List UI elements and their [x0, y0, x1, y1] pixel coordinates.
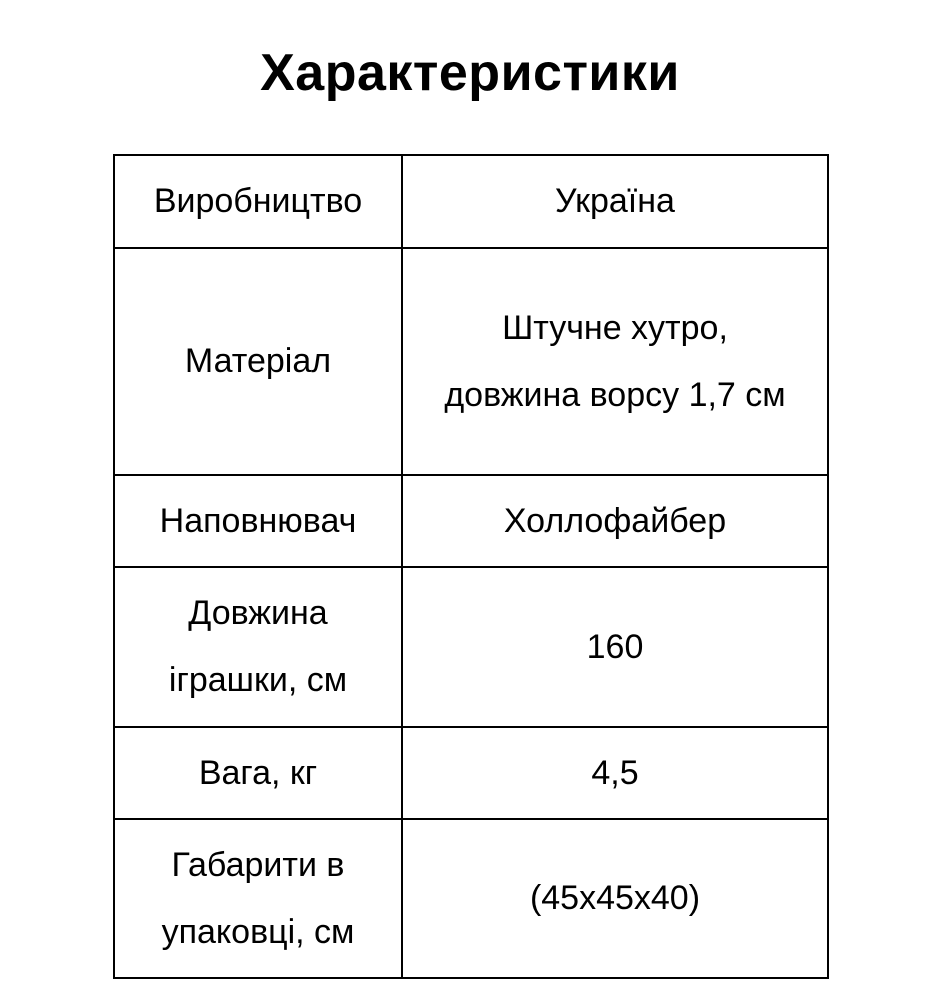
spec-label-length: Довжина іграшки, см	[114, 567, 402, 727]
spec-value-material: Штучне хутро, довжина ворсу 1,7 см	[402, 248, 828, 475]
spec-label-filler: Наповнювач	[114, 475, 402, 567]
table-row	[114, 248, 828, 475]
table-row	[114, 567, 828, 727]
page-title: Характеристики	[260, 44, 680, 102]
table-row	[114, 475, 828, 567]
spec-value-length: 160	[402, 567, 828, 727]
spec-table	[113, 154, 829, 979]
spec-value-weight: 4,5	[402, 727, 828, 819]
spec-value-package-dimensions: (45x45x40)	[402, 819, 828, 978]
spec-label-package-dimensions: Габарити в упаковці, см	[114, 819, 402, 978]
spec-label-production: Виробництво	[114, 155, 402, 248]
spec-value-filler: Холлофайбер	[402, 475, 828, 567]
table-row	[114, 155, 828, 248]
spec-value-production: Україна	[402, 155, 828, 248]
spec-label-material: Матеріал	[114, 248, 402, 475]
table-row	[114, 727, 828, 819]
spec-label-weight: Вага, кг	[114, 727, 402, 819]
table-row	[114, 819, 828, 978]
